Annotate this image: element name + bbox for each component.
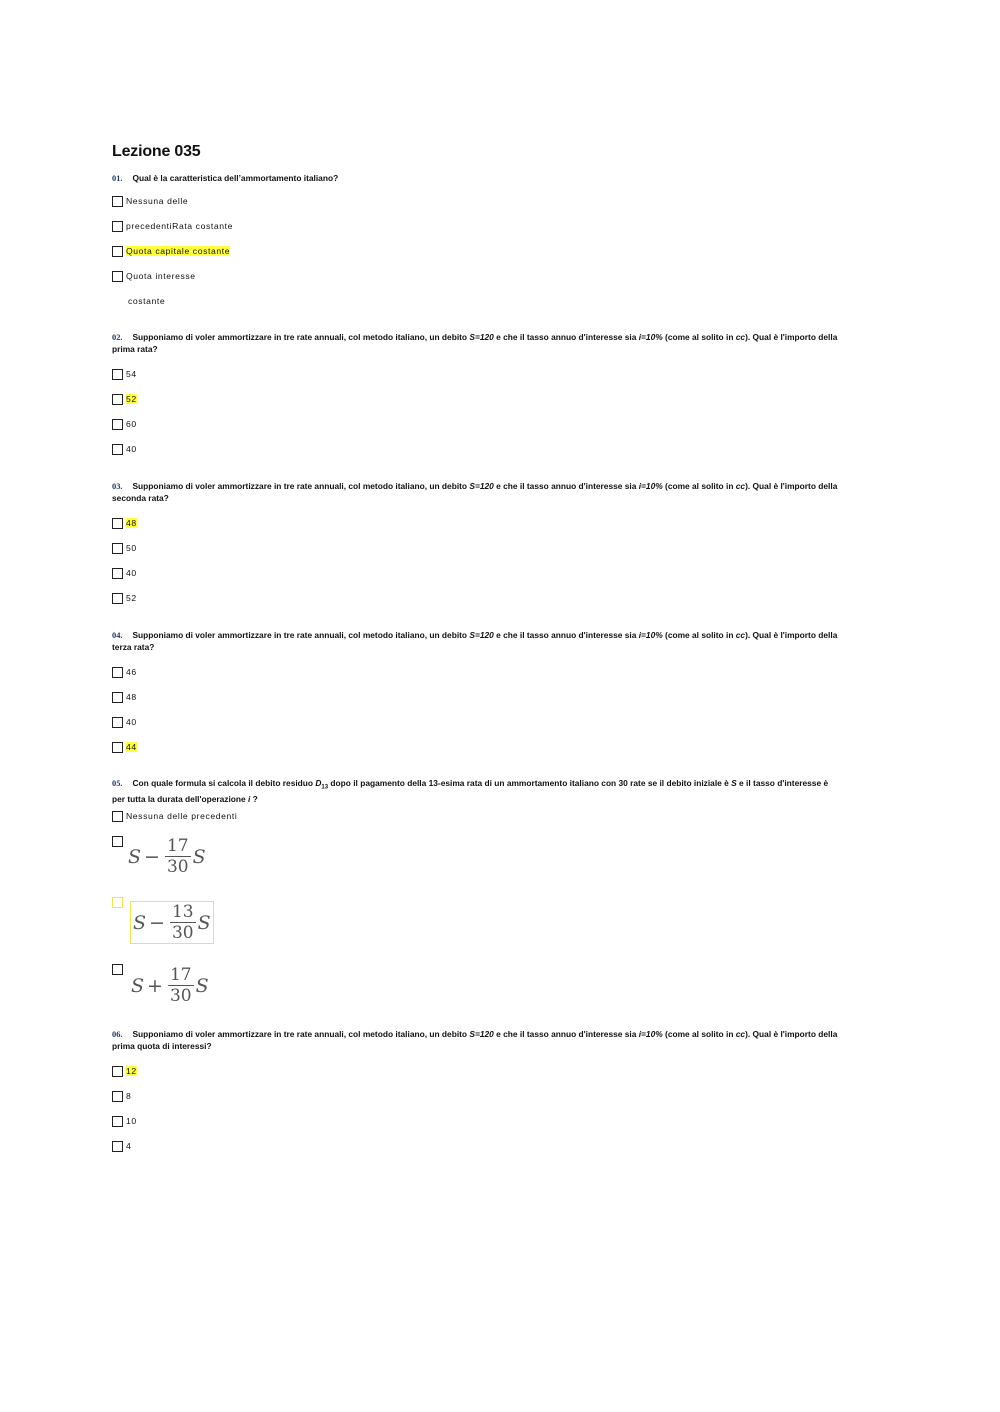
q2-option-2[interactable] [112,392,137,406]
option-label-highlighted: 52 [126,394,137,404]
page-title: Lezione 035 [112,143,201,160]
checkbox[interactable] [112,717,123,728]
q2-option-1[interactable] [112,367,137,381]
formula-s-minus-17-30-s [128,836,206,877]
fraction [170,902,196,943]
checkbox[interactable] [112,271,123,282]
q4-option-4[interactable] [112,740,137,754]
debt-value: S=120 [469,1029,494,1039]
question-text: e che il tasso annuo d'interesse sia [493,630,639,640]
question-text: e che il tasso annuo d'interesse sia [493,481,639,491]
checkbox[interactable] [112,444,123,455]
checkbox[interactable] [112,811,123,822]
q5-option-4[interactable] [112,962,126,976]
checkbox[interactable] [112,196,123,207]
question-text: ). Qual è l'importo della prima quota di interessi? [112,1029,838,1051]
question-01 [112,173,840,185]
debt-value: S=120 [469,481,494,491]
checkbox[interactable] [112,1141,123,1152]
question-04 [112,630,840,653]
option-label-highlighted: 44 [126,742,137,752]
checkbox[interactable] [112,518,123,529]
question-number: 04. [112,631,123,640]
denominator: 30 [166,857,189,877]
rate-value: i=10% [638,332,663,342]
numerator: 13 [171,902,194,922]
question-05 [112,778,840,806]
checkbox[interactable] [112,593,123,604]
checkbox[interactable] [112,394,123,405]
option-label-highlighted: 12 [126,1066,137,1076]
option-label: 4 [126,1141,132,1151]
residual-debt-subscript: 13 [321,784,329,791]
question-text: Supponiamo di voler ammortizzare in tre rate annuali, col metodo italiano, un debito [132,332,470,342]
q3-option-1[interactable] [112,516,137,530]
q6-option-4[interactable] [112,1139,131,1153]
question-number: 03. [112,482,123,491]
checkbox[interactable] [112,692,123,703]
checkbox-highlighted[interactable] [112,897,123,908]
checkbox[interactable] [112,543,123,554]
q6-option-2[interactable] [112,1089,131,1103]
q3-option-3[interactable] [112,566,137,580]
checkbox[interactable] [112,1116,123,1127]
checkbox[interactable] [112,369,123,380]
formula-symbol: S [195,974,209,997]
formula-symbol: S [133,911,147,934]
denominator: 30 [171,923,194,943]
option-label: 40 [126,717,137,727]
fraction [168,965,194,1006]
rate-value: i=10% [638,1029,663,1039]
q5-option-2[interactable] [112,834,126,848]
q1-option-1[interactable] [112,194,188,208]
question-text: Qual è la caratteristica dell’ammortamento italiano? [132,173,339,183]
checkbox[interactable] [112,667,123,678]
option-label: 54 [126,369,137,379]
q4-option-2[interactable] [112,690,137,704]
checkbox[interactable] [112,964,123,975]
option-label: 50 [126,543,137,553]
denominator: 30 [169,986,192,1006]
residual-debt-symbol: D [315,778,322,788]
option-label: precedentiRata costante [126,221,233,231]
question-text: e il tasso d'interesse è per tutta la durata dell'operazione [112,778,829,805]
question-text: (come al solito in [662,630,736,640]
question-number: 05. [112,779,123,788]
question-text: ). Qual è l'importo della seconda rata? [112,481,838,503]
question-text: ). Qual è l'importo della terza rata? [112,630,838,652]
q1-option-3[interactable] [112,244,230,258]
formula-s-minus-13-30-s-highlighted [130,901,214,944]
q4-option-1[interactable] [112,665,137,679]
debt-symbol: S [731,778,737,788]
question-text: dopo il pagamento della 13-esima rata di un ammortamento italiano con 30 rate se il debito iniziale è [328,778,732,788]
question-text: e che il tasso annuo d'interesse sia [493,332,639,342]
checkbox[interactable] [112,246,123,257]
debt-value: S=120 [469,630,494,640]
formula-operator: + [147,974,163,997]
option-label: 40 [126,568,137,578]
option-label-highlighted: Quota capitale costante [126,246,231,256]
checkbox[interactable] [112,221,123,232]
fraction [165,836,191,877]
formula-operator: − [149,911,165,934]
option-label: 52 [126,593,137,603]
checkbox[interactable] [112,836,123,847]
question-text: Supponiamo di voler ammortizzare in tre rate annuali, col metodo italiano, un debito [132,1029,470,1039]
checkbox[interactable] [112,568,123,579]
regime-label: cc [735,630,746,640]
q2-option-3[interactable] [112,417,137,431]
question-text: Supponiamo di voler ammortizzare in tre rate annuali, col metodo italiano, un debito [132,481,470,491]
numerator: 17 [166,836,189,856]
q2-option-4[interactable] [112,442,137,456]
formula-symbol: S [128,845,142,868]
q3-option-2[interactable] [112,541,137,555]
question-text: ). Qual è l'importo della prima rata? [112,332,838,354]
checkbox[interactable] [112,1066,123,1077]
debt-value: S=120 [469,332,494,342]
regime-label: cc [735,1029,746,1039]
question-text: e che il tasso annuo d'interesse sia [493,1029,639,1039]
q1-option-2[interactable] [112,219,233,233]
formula-operator: − [144,845,160,868]
rate-value: i=10% [638,630,663,640]
option-label: Nessuna delle precedenti [126,811,238,821]
option-label: 40 [126,444,137,454]
question-number: 06. [112,1030,123,1039]
formula-s-plus-17-30-s [131,965,209,1006]
regime-label: cc [735,481,746,491]
regime-label: cc [735,332,746,342]
checkbox[interactable] [112,419,123,430]
option-label: Quota interesse [126,271,196,281]
question-06 [112,1029,840,1052]
q4-option-3[interactable] [112,715,137,729]
checkbox[interactable] [112,1091,123,1102]
question-text: (come al solito in [662,1029,736,1039]
q5-option-3[interactable] [112,895,126,909]
formula-symbol: S [197,911,211,934]
q3-option-4[interactable] [112,591,137,605]
question-text: Supponiamo di voler ammortizzare in tre rate annuali, col metodo italiano, un debito [132,630,470,640]
question-text: Con quale formula si calcola il debito residuo [132,778,316,788]
q1-option-4[interactable] [112,269,196,283]
numerator: 17 [169,965,192,985]
option-label: 46 [126,667,137,677]
q6-option-3[interactable] [112,1114,137,1128]
option-label: 60 [126,419,137,429]
question-text: ? [250,794,258,805]
checkbox[interactable] [112,742,123,753]
question-number: 02. [112,333,123,342]
option-label: 48 [126,692,137,702]
question-text: (come al solito in [662,332,736,342]
rate-symbol: i [248,794,251,805]
formula-symbol: S [131,974,145,997]
option-label-highlighted: 48 [126,518,137,528]
option-label: 8 [126,1091,132,1101]
q5-option-1[interactable] [112,809,237,823]
option-label: Nessuna delle [126,196,189,206]
formula-symbol: S [192,845,206,868]
option-label: 10 [126,1116,137,1126]
question-02 [112,332,840,355]
q6-option-1[interactable] [112,1064,137,1078]
rate-value: i=10% [638,481,663,491]
question-text: (come al solito in [662,481,736,491]
question-03 [112,481,840,504]
option-label-continued: costante [128,296,166,306]
question-number: 01. [112,174,123,183]
